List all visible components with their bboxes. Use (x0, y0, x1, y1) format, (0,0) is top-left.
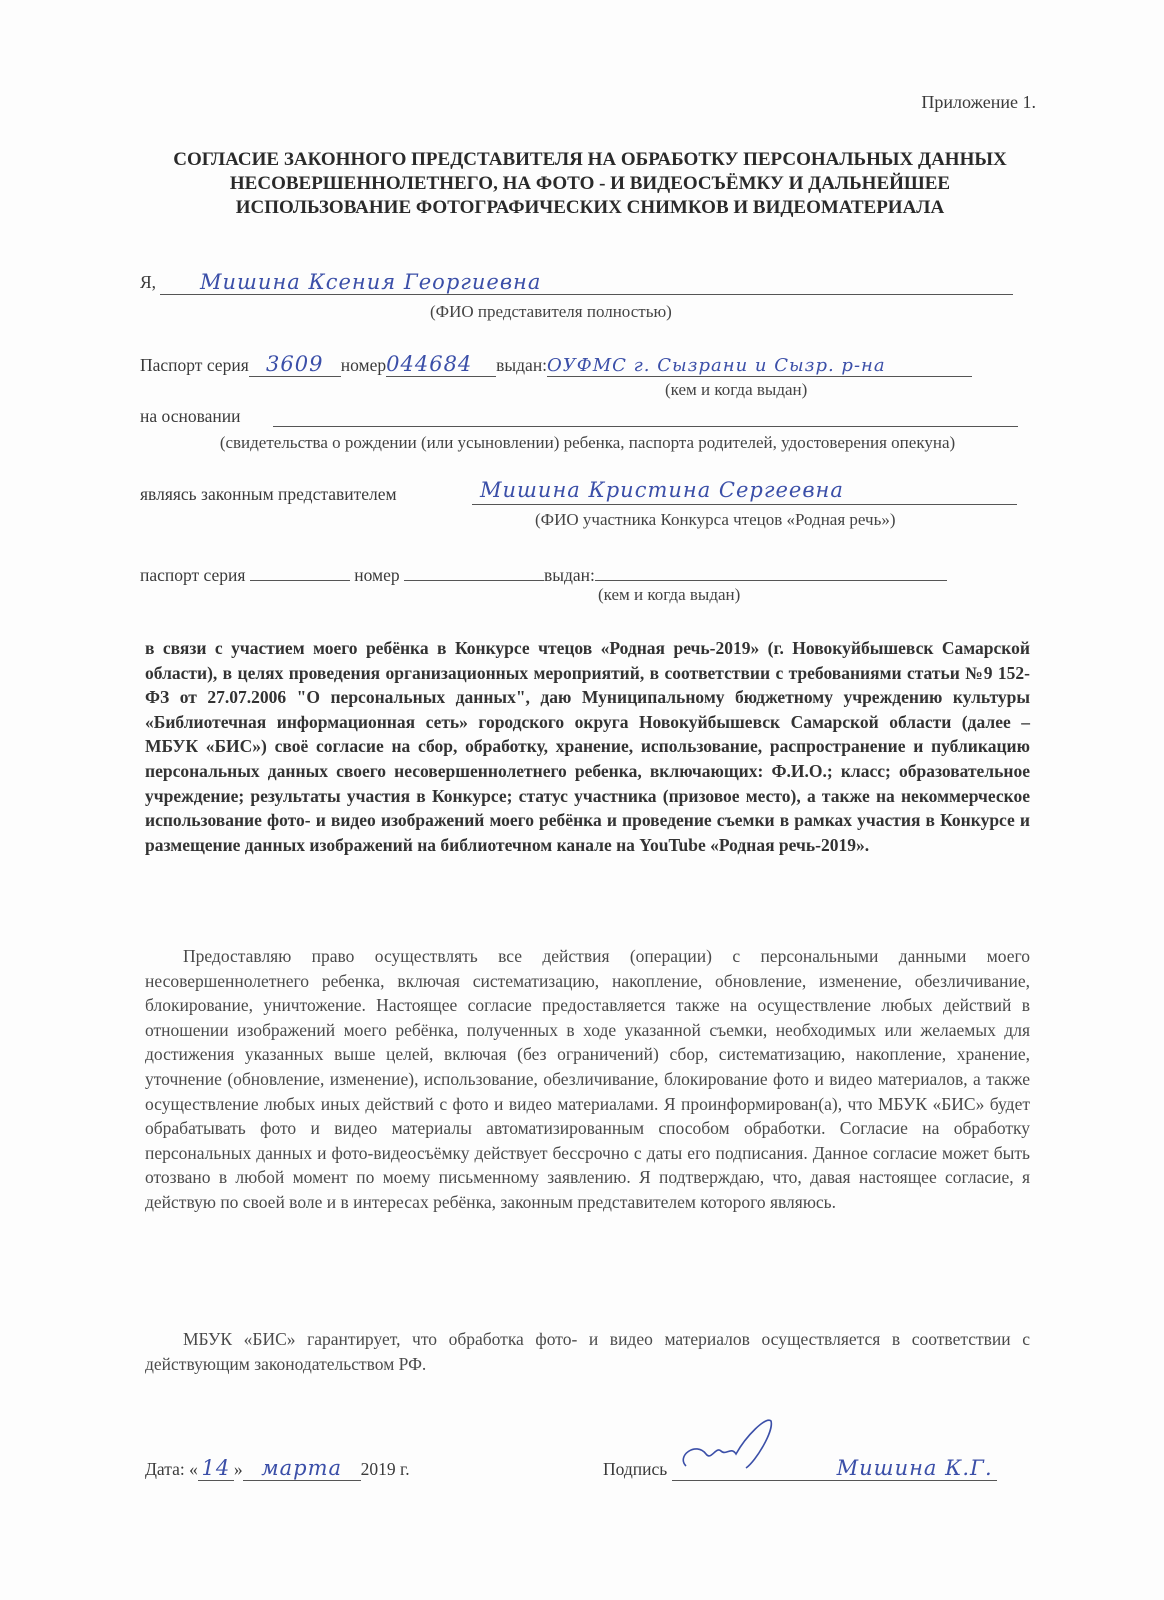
representative-hint: (ФИО представителя полностью) (430, 302, 672, 321)
appendix-label: Приложение 1. (921, 92, 1036, 112)
passport-series-label: Паспорт серия (140, 355, 249, 375)
date-row (145, 1456, 410, 1481)
signature-label: Подпись (603, 1459, 668, 1479)
child-name: Мишина Кристина Сергеевна (480, 478, 844, 502)
passport-number-label: номер (340, 355, 387, 375)
signature-field (672, 1458, 837, 1481)
basis-label: на основании (140, 406, 241, 426)
basis-hint: (свидетельства о рождении (или усыновлении) ребенка, паспорта родителей, удостоверения опекуна) (219, 433, 956, 452)
representative-field (160, 270, 1013, 295)
passport-issued: ОУФМС г. Сызрани и Сызр. р-на (547, 355, 972, 377)
child-passport-hint: (кем и когда выдан) (598, 585, 741, 604)
date-year: 2019 г. (360, 1459, 410, 1479)
child-passport-series (250, 562, 350, 581)
date-month: марта (243, 1456, 361, 1481)
passport-hint: (кем и когда выдан) (665, 380, 808, 399)
child-passport-issued-label: выдан: (543, 565, 595, 585)
signature-name: Мишина К.Г. (837, 1456, 997, 1481)
consent-paragraph-3: МБУК «БИС» гарантирует, что обработка фото- и видео материалов осуществляется в соответствии с действующим законодательством РФ. (145, 1329, 1030, 1374)
signature-row (603, 1456, 997, 1481)
signature-scribble (676, 1416, 786, 1476)
consent-paragraph-2: Предоставляю право осуществлять все действия (операции) с персональными данными моего несовершеннолетнего ребенка, включая систематизацию, накопление, обновление, изменение, обезличивание, блокирование, уничтожение. Настоящее согласие предоставляется также на осуществление любых действий в отношении изображений моего ребёнка, полученных в ходе указанной съемки, необходимых или желаемых для достижения указанных выше целей, включая (без ограничений) сбор, систематизацию, накопление, хранение, уточнение (обновление, изменение), использование, обезличивание, блокирование фото и видео материалов, а также осуществление любых иных действий с фото и видео материалами. Я проинформирован(а), что МБУК «БИС» будет обрабатывать фото и видео материалы автоматизированным способом обработки. Согласие на обработку персональных данных и фото-видеосъёмку действует бессрочно с даты его подписания. Данное согласие может быть отозвано в любой момент по моему письменному заявлению. Я подтверждаю, что, давая настоящее согласие, я действую по своей воле и в интересах ребёнка, законным представителем которого являюсь. (145, 946, 1030, 1212)
passport-row (140, 352, 972, 377)
representative-prefix: Я, (140, 272, 157, 292)
child-label: являясь законным представителем (140, 484, 397, 504)
document-title: СОГЛАСИЕ ЗАКОННОГО ПРЕДСТАВИТЕЛЯ НА ОБРАБОТКУ ПЕРСОНАЛЬНЫХ ДАННЫХ НЕСОВЕРШЕННОЛЕТНЕГО, НА ФОТО - И ВИДЕОСЪЁМКУ И ДАЛЬНЕЙШЕЕ ИСПОЛЬЗОВАНИЕ ФОТОГРАФИЧЕСКИХ СНИМКОВ И ВИДЕОМАТЕРИАЛА (173, 149, 1007, 218)
representative-name: Мишина Ксения Георгиевна (200, 270, 542, 294)
date-label: Дата: « (145, 1459, 198, 1479)
passport-number: 044684 (386, 352, 496, 377)
date-mid: » (233, 1459, 243, 1479)
child-passport-number-label: номер (354, 565, 400, 585)
child-passport-series-label: паспорт серия (140, 565, 246, 585)
passport-series: 3609 (249, 352, 341, 377)
basis-field (273, 406, 1018, 427)
passport-issued-label: выдан: (496, 355, 548, 375)
child-passport-issued (595, 562, 947, 581)
date-day: 14 (198, 1456, 234, 1481)
child-passport-number (404, 562, 544, 581)
child-passport-row (140, 562, 947, 586)
consent-paragraph-1: в связи с участием моего ребёнка в Конкурсе чтецов «Родная речь-2019» (г. Новокуйбышевск Самарской области), в целях проведения организационных мероприятий, в соответствии с требованиями статьи №9 152-ФЗ от 27.07.2006 "О персональных данных", даю Муниципальному бюджетному учреждению культуры «Библиотечная информационная сеть» городского округа Новокуйбышевск Самарской области (далее – МБУК «БИС») своё согласие на сбор, обработку, хранение, использование, распространение и публикацию персональных данных своего несовершеннолетнего ребенка, включающих: Ф.И.О.; класс; образовательное учреждение; результаты участия в Конкурсе; статус участника (призовое место), а также на некоммерческое использование фото- и видео изображений моего ребёнка и проведение съемки в рамках участия в Конкурсе и размещение данных изображений на библиотечном канале на YouTube «Родная речь-2019». (145, 638, 1030, 855)
child-field (472, 478, 1017, 505)
child-hint: (ФИО участника Конкурса чтецов «Родная речь») (535, 510, 896, 529)
